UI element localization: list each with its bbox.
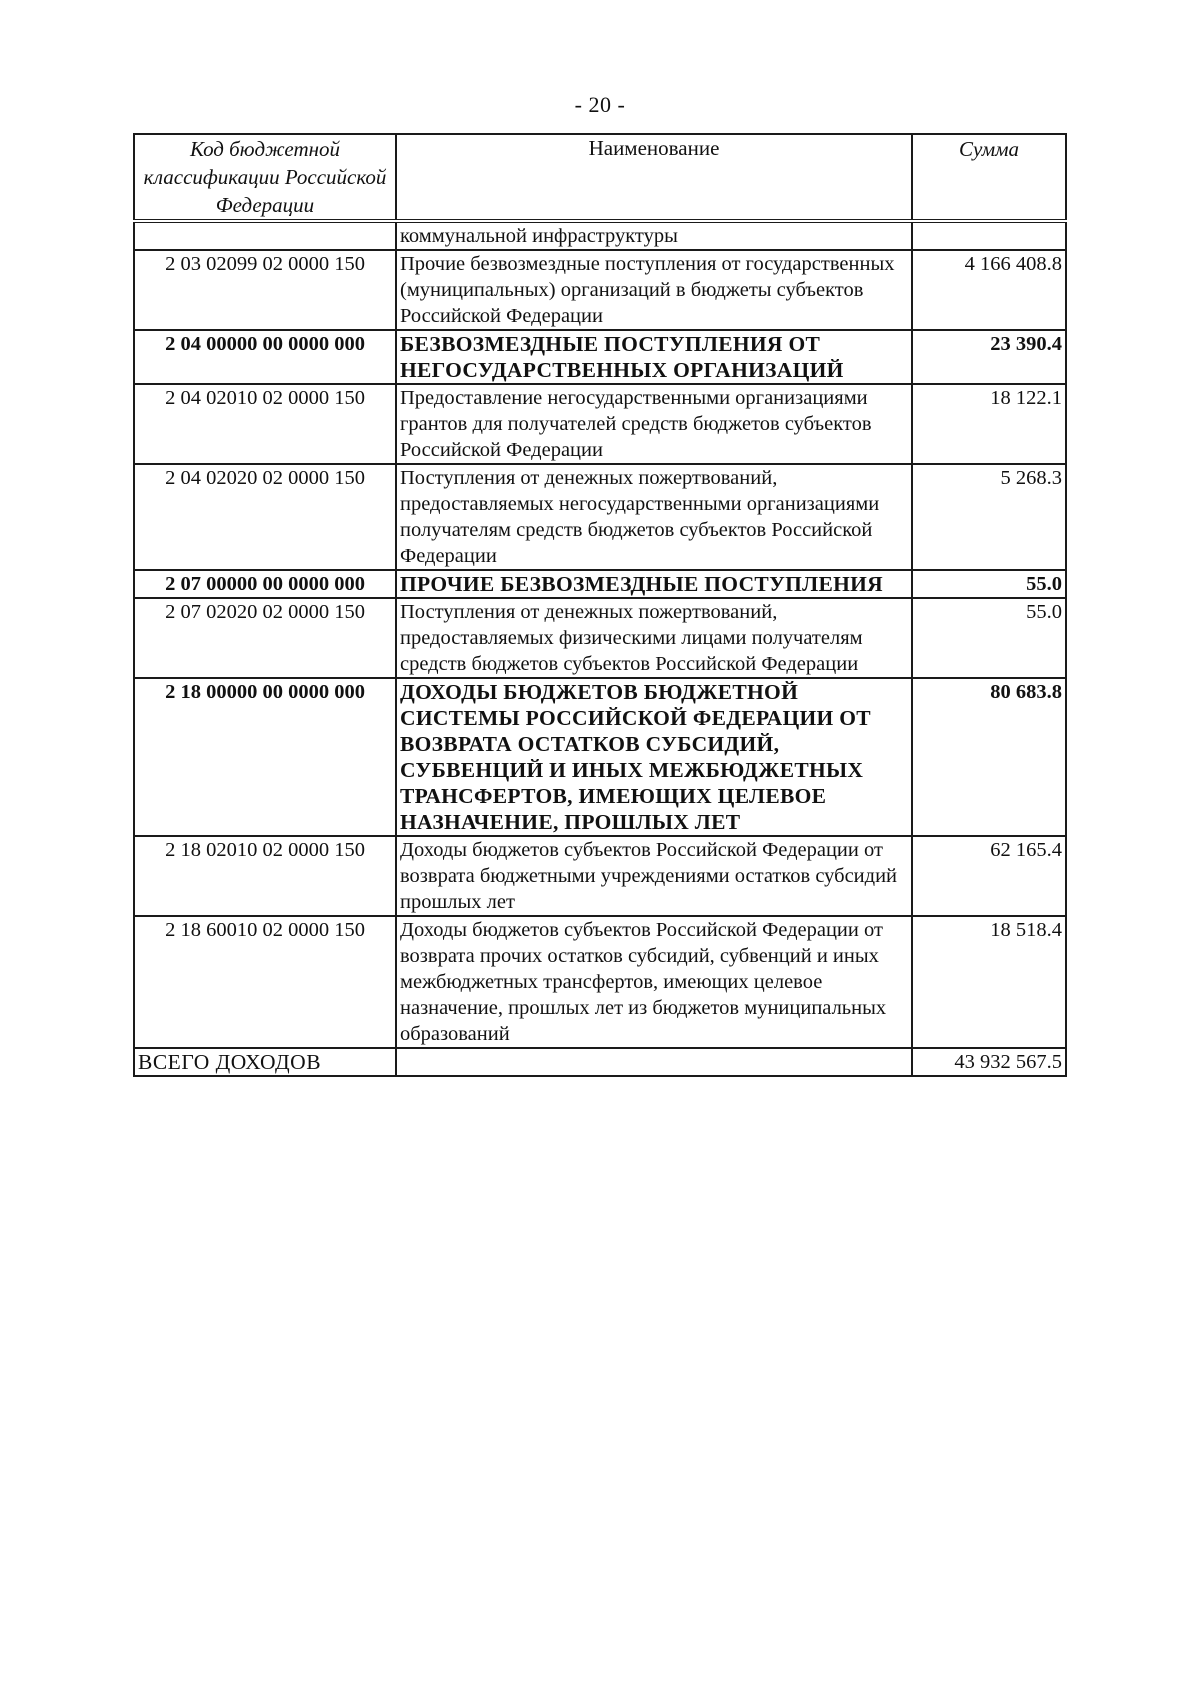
row-name: коммунальной инфраструктуры <box>396 221 912 250</box>
row-code: 2 03 02099 02 0000 150 <box>134 250 396 330</box>
row-name: БЕЗВОЗМЕЗДНЫЕ ПОСТУПЛЕНИЯ ОТ НЕГОСУДАРСТВЕННЫХ ОРГАНИЗАЦИЙ <box>396 330 912 384</box>
row-code: 2 18 60010 02 0000 150 <box>134 916 396 1048</box>
header-code: Код бюджетной классификации Российской Федерации <box>134 134 396 221</box>
row-name: ДОХОДЫ БЮДЖЕТОВ БЮДЖЕТНОЙ СИСТЕМЫ РОССИЙСКОЙ ФЕДЕРАЦИИ ОТ ВОЗВРАТА ОСТАТКОВ СУБСИДИЙ, СУБВЕНЦИЙ И ИНЫХ МЕЖБЮДЖЕТНЫХ ТРАНСФЕРТОВ, ИМЕЮЩИХ ЦЕЛЕВОЕ НАЗНАЧЕНИЕ, ПРОШЛЫХ ЛЕТ <box>396 678 912 836</box>
row-sum: 4 166 408.8 <box>912 250 1066 330</box>
row-name: Доходы бюджетов субъектов Российской Федерации от возврата бюджетными учреждениями остатков субсидий прошлых лет <box>396 836 912 916</box>
row-sum: 23 390.4 <box>912 330 1066 384</box>
table-row-section <box>134 330 1066 384</box>
row-code: 2 18 00000 00 0000 000 <box>134 678 396 836</box>
row-code: 2 07 02020 02 0000 150 <box>134 598 396 678</box>
row-sum: 80 683.8 <box>912 678 1066 836</box>
row-sum: 5 268.3 <box>912 464 1066 570</box>
row-name: Прочие безвозмездные поступления от государственных (муниципальных) организаций в бюджеты субъектов Российской Федерации <box>396 250 912 330</box>
revenue-table <box>133 133 1067 1077</box>
table-row-section <box>134 678 1066 836</box>
row-name: Поступления от денежных пожертвований, предоставляемых негосударственными организациями получателям средств бюджетов субъектов Российской Федерации <box>396 464 912 570</box>
row-sum <box>912 221 1066 250</box>
total-name-empty <box>396 1048 912 1076</box>
table-row <box>134 836 1066 916</box>
row-name: Доходы бюджетов субъектов Российской Федерации от возврата прочих остатков субсидий, субвенций и иных межбюджетных трансфертов, имеющих целевое назначение, прошлых лет из бюджетов муниципальных образований <box>396 916 912 1048</box>
row-name: Предоставление негосударственными организациями грантов для получателей средств бюджетов субъектов Российской Федерации <box>396 384 912 464</box>
row-sum: 62 165.4 <box>912 836 1066 916</box>
page-number: - 20 - <box>574 92 626 117</box>
total-sum: 43 932 567.5 <box>912 1048 1066 1076</box>
row-name: Поступления от денежных пожертвований, предоставляемых физическими лицами получателям средств бюджетов субъектов Российской Федерации <box>396 598 912 678</box>
table-row <box>134 598 1066 678</box>
row-code: 2 04 02010 02 0000 150 <box>134 384 396 464</box>
row-sum: 18 122.1 <box>912 384 1066 464</box>
total-label: ВСЕГО ДОХОДОВ <box>134 1048 396 1076</box>
table-header <box>134 134 1066 221</box>
total-row <box>134 1048 1066 1076</box>
table-row <box>134 464 1066 570</box>
table-body <box>134 221 1066 1076</box>
table-row <box>134 221 1066 250</box>
table-row-section <box>134 570 1066 598</box>
row-code: 2 04 00000 00 0000 000 <box>134 330 396 384</box>
table-row <box>134 384 1066 464</box>
header-sum: Сумма <box>912 134 1066 221</box>
table-row <box>134 916 1066 1048</box>
row-code <box>134 221 396 250</box>
row-code: 2 07 00000 00 0000 000 <box>134 570 396 598</box>
row-sum: 55.0 <box>912 598 1066 678</box>
row-sum: 55.0 <box>912 570 1066 598</box>
table-row <box>134 250 1066 330</box>
row-code: 2 18 02010 02 0000 150 <box>134 836 396 916</box>
row-code: 2 04 02020 02 0000 150 <box>134 464 396 570</box>
row-sum: 18 518.4 <box>912 916 1066 1048</box>
row-name: ПРОЧИЕ БЕЗВОЗМЕЗДНЫЕ ПОСТУПЛЕНИЯ <box>396 570 912 598</box>
header-name: Наименование <box>396 134 912 221</box>
